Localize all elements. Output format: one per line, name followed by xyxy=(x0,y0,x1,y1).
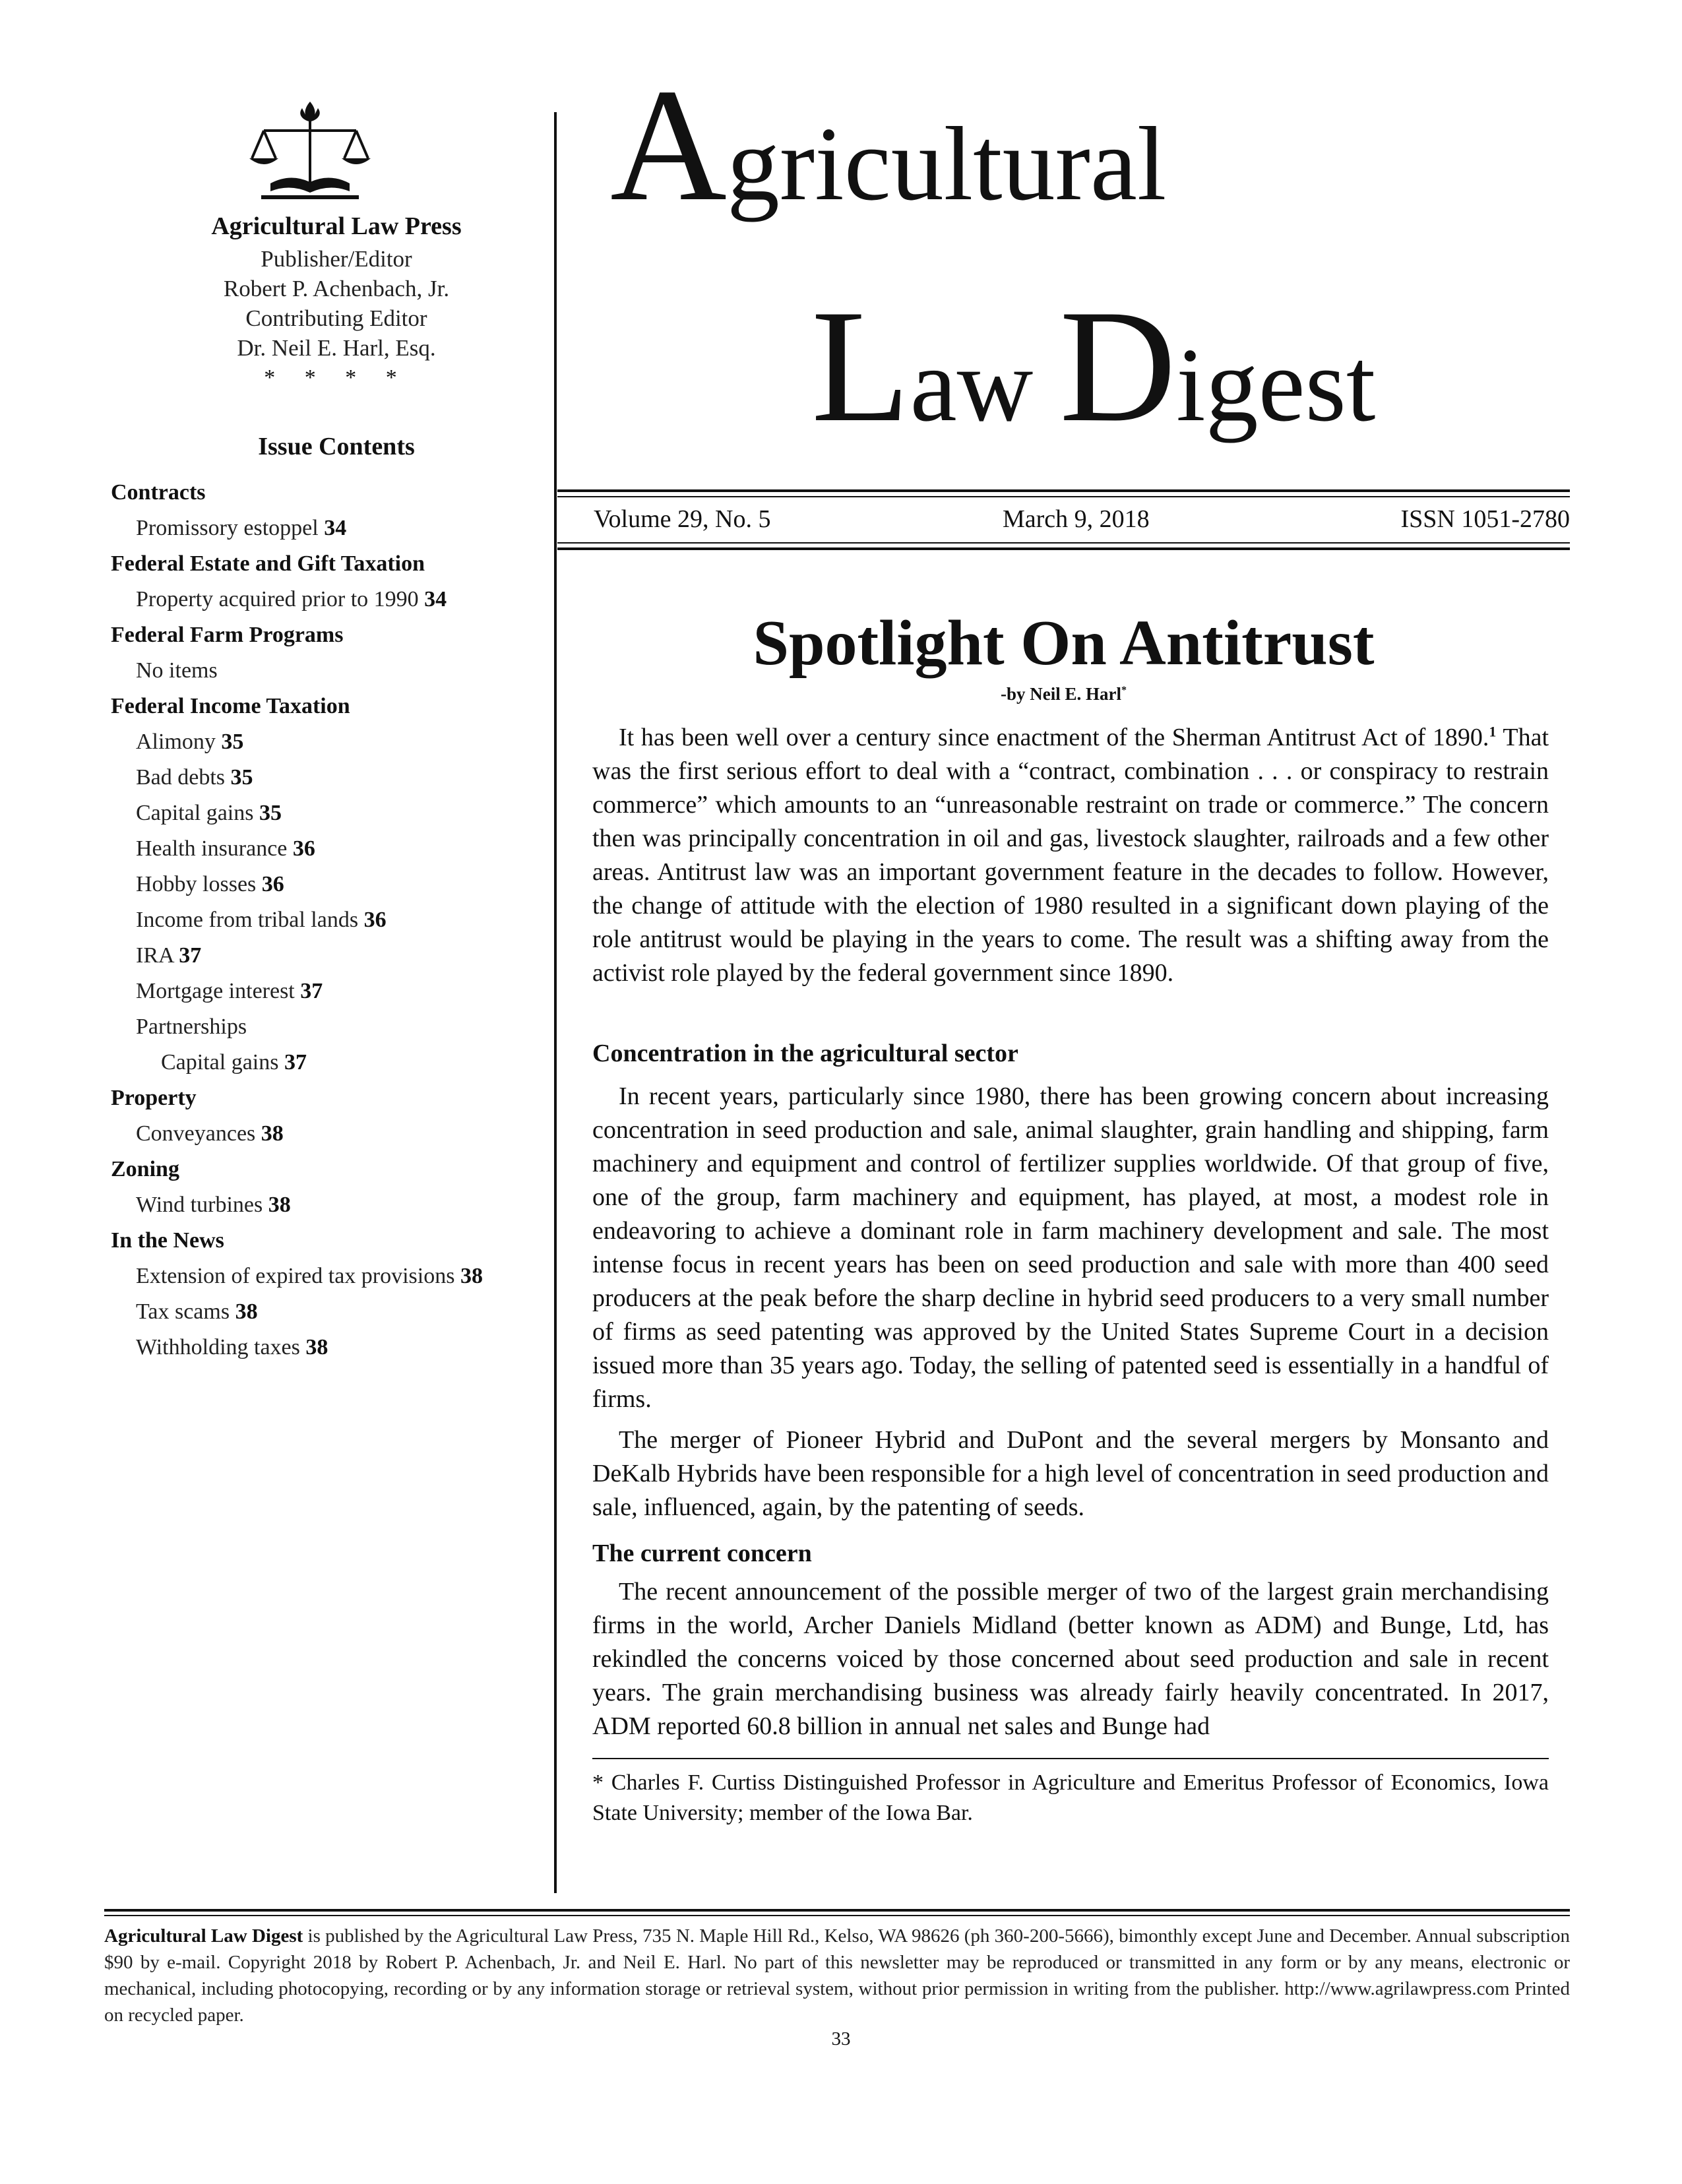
page-number: 33 xyxy=(831,2028,851,2049)
contents-topic xyxy=(111,831,559,867)
masthead-rule-top-thin xyxy=(557,496,1570,497)
contents-entry-label: Property xyxy=(111,1086,197,1110)
contents-category xyxy=(111,1080,559,1116)
contents-entry-page: 38 xyxy=(235,1299,258,1324)
contents-category xyxy=(111,1223,559,1259)
paragraph-current-concern: The recent announcement of the possible merger of two of the largest grain merchandising firms in the world, Archer Daniels Midland (better known as ADM) and Bunge, Ltd, has rekindled the concerns voiced by those concerned about seed production and sale in recent years. The grain merchandising business was already fairly heavily concentrated. In 2017, ADM reported 60.8 billion in annual net sales and Bunge had xyxy=(592,1578,1549,1740)
paragraph-concentration: In recent years, particularly since 1980, there has been growing concern about increasing concentration in seed production and sale, animal slaughter, grain handling and shipping, farm machinery and equipment and control of fertilizer supplies worldwide. Of that group of five, one of the group, farm machinery and equipment, has played, at most, a modest role in endeavoring to achieve a dominant role in farm machinery development and sale. The most intense focus in recent years has been on seed production and sale with more than 400 seed producers at the peak before the sharp decline in hybrid seed producers to a very small number of firms as seed patenting was approved by the United States Supreme Court in a decision issued more than 35 years ago. Today, the selling of patented seed is essentially in a handful of firms. xyxy=(592,1082,1549,1413)
editor-person: Dr. Neil E. Harl, Esq. xyxy=(237,335,436,361)
article-byline: -by Neil E. Harl* xyxy=(1001,684,1127,704)
publisher-name: Agricultural Law Press xyxy=(211,212,462,240)
article-title: Spotlight On Antitrust xyxy=(753,608,1375,679)
publisher-person: Robert P. Achenbach, Jr. xyxy=(223,276,450,301)
contents-category xyxy=(111,689,559,724)
contents-entry-label: Contracts xyxy=(111,480,206,505)
contents-topic xyxy=(111,1116,559,1152)
masthead-rule-bottom xyxy=(557,547,1570,550)
contents-topic xyxy=(111,1330,559,1365)
contents-entry-page: 38 xyxy=(460,1264,483,1288)
contents-entry-label: In the News xyxy=(111,1228,224,1253)
contents-topic xyxy=(111,582,559,617)
contents-category xyxy=(111,1152,559,1187)
contents-topic xyxy=(111,1294,559,1330)
contents-entry-label: Capital gains xyxy=(161,1050,284,1075)
contents-entry-label: No items xyxy=(136,658,218,683)
title-line-law-digest: Law Digest xyxy=(811,276,1376,455)
contents-topic xyxy=(111,1259,559,1294)
contents-entry-label: Conveyances xyxy=(136,1121,261,1146)
contents-entry-label: Federal Farm Programs xyxy=(111,623,344,647)
contents-entry-label: Alimony xyxy=(136,730,222,754)
contents-category xyxy=(111,617,559,653)
contents-entry-page: 38 xyxy=(305,1335,328,1359)
contents-topic xyxy=(111,974,559,1009)
contents-entry-label: Bad debts xyxy=(136,765,231,790)
contents-topic xyxy=(111,511,559,546)
issue-info-row xyxy=(594,505,1570,538)
separator-stars: * * * * xyxy=(264,365,409,390)
contents-entry-label: IRA xyxy=(136,943,179,968)
contents-entry-label: Tax scams xyxy=(136,1299,235,1324)
volume-number: Volume 29, No. 5 xyxy=(594,505,771,533)
paragraph-mergers: The merger of Pioneer Hybrid and DuPont and the several mergers by Monsanto and DeKalb Hybrids have been responsible for a high level of concentration in seed production and sale, influenced, again, by the patenting of seeds. xyxy=(592,1426,1549,1521)
footer-rule-thin xyxy=(104,1915,1570,1916)
masthead-rule-top xyxy=(557,489,1570,492)
contents-entry-label: Federal Income Taxation xyxy=(111,694,350,718)
contents-entry-page: 34 xyxy=(324,516,347,540)
contents-entry-label: Federal Estate and Gift Taxation xyxy=(111,551,425,576)
contents-topic xyxy=(111,653,559,689)
contents-entry-label: Partnerships xyxy=(136,1014,247,1039)
contents-entry-page: 36 xyxy=(261,872,284,896)
contents-topic xyxy=(111,867,559,902)
scales-of-justice-logo xyxy=(244,99,376,204)
publisher-role: Publisher/Editor xyxy=(261,246,412,272)
contents-entry-page: 35 xyxy=(221,730,244,754)
contents-entry-page: 37 xyxy=(300,979,323,1003)
contents-entry-label: Withholding taxes xyxy=(136,1335,306,1359)
footer-rule xyxy=(104,1909,1570,1912)
subheading-concentration: Concentration in the agricultural sector xyxy=(592,1040,1018,1067)
contents-entry-label: Mortgage interest xyxy=(136,979,301,1003)
contents-entry-page: 36 xyxy=(292,836,315,861)
paragraph-intro: It has been well over a century since enactment of the Sherman Antitrust Act of 1890.$^1$ That was the first serious effort to deal with a “contract, combination . . . or conspiracy to restrain commerce” which amounts to an “unreasonable restraint on trade or commerce.” The concern then was principally concentration in oil and gas, livestock slaughter, railroads and a few other areas. Antitrust law was an important government feature in the decades to follow. However, the change of attitude with the election of 1980 resulted in a significant down playing of the role antitrust would be playing in the years to come. The result was a shifting away from the activist role played by the federal government since 1890. xyxy=(592,723,1549,987)
contents-topic xyxy=(111,1187,559,1223)
contents-entry-page: 38 xyxy=(261,1121,284,1146)
issue-contents-list xyxy=(111,475,559,1365)
issn: ISSN 1051-2780 xyxy=(1400,505,1570,533)
contents-topic xyxy=(111,938,559,974)
contents-entry-label: Health insurance xyxy=(136,836,293,861)
contents-entry-page: 37 xyxy=(284,1050,307,1075)
contents-entry-page: 37 xyxy=(179,943,202,968)
contents-topic xyxy=(111,796,559,831)
subheading-current-concern: The current concern xyxy=(592,1540,812,1567)
publication-info: Agricultural Law Digest is published by the Agricultural Law Press, 735 N. Maple Hill Rd., Kelso, WA 98626 (ph 360-200-5666), bimonthly except June and December. Annual subscription $90 by e-mail. Copyright 2018 by Robert P. Achenbach, Jr. and Neil E. Harl. No part of this newsletter may be reproduced or transmitted in any form or by any means, electronic or mechanical, including photocopying, recording or by any information storage or retrieval system, without prior permission in writing from the publisher. http://www.agrilawpress.com Printed on recycled paper. xyxy=(104,1925,1570,2026)
contents-entry-label: Hobby losses xyxy=(136,872,262,896)
contents-entry-page: 35 xyxy=(230,765,253,790)
footnote-rule xyxy=(592,1758,1549,1759)
contents-category xyxy=(111,475,559,511)
contents-entry-label: Extension of expired tax provisions xyxy=(136,1264,460,1288)
editor-role: Contributing Editor xyxy=(245,305,427,331)
contents-entry-label: Capital gains xyxy=(136,801,259,825)
contents-entry-label: Wind turbines xyxy=(136,1193,268,1217)
contents-topic xyxy=(111,1009,559,1045)
author-footnote: * Charles F. Curtiss Distinguished Professor in Agriculture and Emeritus Professor of Economics, Iowa State University; member of the Iowa Bar. xyxy=(592,1770,1549,1825)
contents-topic xyxy=(111,760,559,796)
contents-topic xyxy=(111,1045,559,1080)
contents-entry-label: Income from tribal lands xyxy=(136,908,364,932)
contents-entry-label: Zoning xyxy=(111,1157,179,1181)
contents-entry-page: 36 xyxy=(363,908,387,932)
contents-entry-page: 34 xyxy=(424,587,447,611)
contents-entry-label: Property acquired prior to 1990 xyxy=(136,587,425,611)
contents-topic xyxy=(111,724,559,760)
issue-date: March 9, 2018 xyxy=(1003,505,1150,533)
contents-entry-page: 35 xyxy=(259,801,282,825)
title-line-agricultural: Agricultural xyxy=(610,55,1167,234)
issue-contents-heading: Issue Contents xyxy=(258,433,415,460)
contents-entry-page: 38 xyxy=(268,1193,291,1217)
masthead-rule-bottom-thin xyxy=(557,542,1570,544)
contents-entry-label: Promissory estoppel xyxy=(136,516,325,540)
contents-topic xyxy=(111,902,559,938)
contents-category xyxy=(111,546,559,582)
column-divider xyxy=(554,112,557,1893)
